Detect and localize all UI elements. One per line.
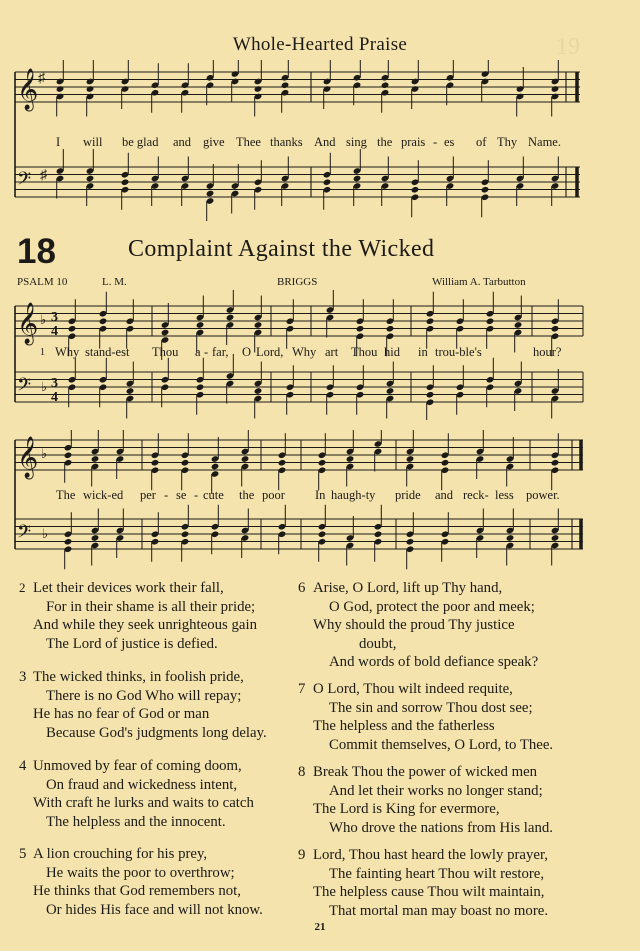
svg-text:♯: ♯ [40,168,47,183]
notehead [406,455,415,463]
svg-text:𝄞: 𝄞 [17,69,39,110]
lyric-word: the [377,135,393,149]
notehead [91,455,100,463]
notehead [206,190,215,198]
verse-line: He waits the poor to overthrow; [46,864,235,881]
notehead [86,85,95,93]
verse-line: The helpless and the innocent. [46,813,226,830]
notehead [353,175,362,183]
svg-text:♭: ♭ [41,379,48,394]
verse-line: O Lord, Thou wilt indeed requite, [313,681,513,697]
verse-number: 2 [19,580,26,595]
tune-name: BRIGGS [277,276,318,288]
verse-number: 9 [298,847,306,863]
verse-line: For in their shame is all their pride; [46,598,256,615]
verse-line: A lion crouching for his prey, [33,846,208,862]
svg-text:𝄢: 𝄢 [17,522,32,547]
lyric-word: es [444,135,455,149]
svg-text:♯: ♯ [38,71,45,86]
verse-line: Commit themselves, O Lord, to Thee. [329,736,554,753]
lyric-word: se [176,488,187,502]
notehead [346,455,355,463]
lyric-word: sing [346,135,367,149]
lyric-word: hid [384,345,400,359]
notehead [254,387,263,395]
lyric-word: trou-ble's [435,345,482,359]
notehead [323,178,332,186]
verse-number: 5 [19,846,27,862]
lyric-word: power. [526,488,560,502]
notehead [356,325,365,333]
lyric-word: give [203,135,225,149]
top-hymn-title: Whole-Hearted Praise [232,34,408,55]
verse-line: He thinks that God remembers not, [33,883,241,900]
lyric-word: - [164,488,169,502]
svg-text:𝄞: 𝄞 [17,303,39,344]
lyric-word: Thee [236,135,261,149]
lyric-word: I [56,135,61,149]
lyric-word: of [476,135,487,149]
notehead [381,81,390,89]
verse-line: That mortal man may boast no more. [329,902,549,919]
notehead [441,459,450,467]
lyric-word: O [242,345,252,359]
verse-line: Because God's judgments long delay. [46,724,267,741]
verse-line: Lord, Thou hast heard the lowly prayer, [313,847,548,863]
notehead [241,455,250,463]
notehead [121,178,130,186]
notehead [506,534,515,542]
notehead [211,463,220,471]
notehead [551,85,560,93]
verse-number: 6 [298,580,306,596]
verse-line: doubt, [359,635,397,652]
verse-number: 3 [19,669,27,685]
lyric-word: Lord, [256,345,284,359]
verse-3 [19,668,309,742]
svg-text:4: 4 [51,390,58,405]
verse-number: 4 [19,758,27,774]
svg-text:♭: ♭ [40,312,47,327]
verse-line: The helpless cause Thou wilt maintain, [313,884,545,901]
verse-line: Break Thou the power of wicked men [313,764,538,780]
verse-line: The wicked thinks, in foolish pride, [33,669,244,685]
lyric-word: wick-ed [83,488,124,502]
lyric-word: - [204,345,209,359]
notehead [514,321,523,329]
svg-text:♭: ♭ [41,446,48,461]
notehead [56,85,65,93]
notehead [226,314,235,322]
verse-8 [298,763,598,837]
hymn-number: 18 [17,232,56,271]
notehead [318,530,327,538]
notehead [151,459,160,467]
lyric-word: reck- [463,488,489,502]
notehead [551,534,560,542]
lyric-word: prais [401,135,426,149]
notehead [551,325,560,333]
notehead [426,391,435,399]
verse-line: Or hides His face and will not know. [46,901,263,918]
notehead [68,325,77,333]
lyric-word: poor [262,488,285,502]
verse-line: Unmoved by fear of coming doom, [33,758,242,774]
verse-6 [298,579,598,672]
notehead [411,186,420,194]
verse-line: O God, protect the poor and meek; [329,598,535,615]
lyric-word: - [194,488,199,502]
notehead [181,459,190,467]
lyric-word: 1 [40,347,45,358]
notehead [486,317,495,325]
lyric-word: - [433,135,438,149]
notehead [91,534,100,542]
verse-line: Let their devices work their fall, [33,580,224,596]
svg-text:𝄢: 𝄢 [17,375,32,400]
lyric-word: will [83,135,103,149]
lyric-word: pride [395,488,421,502]
verse-line: The helpless and the fatherless [313,718,495,735]
bleed-through-number: 19 [556,34,580,60]
verse-line: The fainting heart Thou wilt restore, [329,865,545,882]
lyric-word: Why [292,345,317,359]
lyric-word: cute [203,488,224,502]
lyric-word: and [173,135,192,149]
verse-line: Who drove the nations from His land. [329,819,553,836]
lyric-word: hour? [533,345,562,359]
notehead [181,530,190,538]
psalm-reference: PSALM 10 [17,276,68,288]
hymn-title: Complaint Against the Wicked [128,236,435,262]
lyric-word: thanks [270,135,303,149]
lyric-word: and [435,488,454,502]
svg-text:𝄞: 𝄞 [17,437,39,478]
verse-line: The sin and sorrow Thou dost see; [329,699,533,716]
verse-line: And let their works no longer stand; [329,782,543,799]
lyric-word: be glad [122,135,159,149]
lyric-word: And [314,135,336,149]
lyric-word: haugh-ty [331,488,376,502]
lyric-word: far, [212,345,229,359]
lyric-word: Thou [152,345,179,359]
notehead [406,538,415,546]
notehead [426,317,435,325]
notehead [196,321,205,329]
verse-line: And words of bold defiance speak? [329,654,539,671]
notehead [254,321,263,329]
notehead [254,85,263,93]
lyric-word: less [495,488,514,502]
composer: William A. Tarbutton [432,276,526,288]
meter: L. M. [102,276,127,288]
svg-text:𝄢: 𝄢 [17,169,32,194]
notehead [318,459,327,467]
notehead [481,186,490,194]
notehead [386,325,395,333]
lyric-word: Why [55,345,80,359]
notehead [64,451,73,459]
verse-line: The Lord is King for evermore, [313,801,500,818]
lyric-word: art [325,345,339,359]
verse-number: 8 [298,764,306,780]
lyric-word: Thou [351,345,378,359]
svg-text:♭: ♭ [42,526,49,541]
verse-line: There is no God Who will repay; [46,687,242,704]
lyric-word: the [239,488,255,502]
page-number: 21 [314,921,326,933]
lyric-word: a [195,345,201,359]
lyric-word: The [56,488,76,502]
lyric-word: per [140,488,156,502]
verse-line: With craft he lurks and waits to catch [33,795,254,812]
verse-line: On fraud and wickedness intent, [46,776,238,793]
verse-line: Arise, O Lord, lift up Thy hand, [313,580,503,596]
svg-text:3: 3 [51,376,58,391]
verse-number: 7 [298,681,306,697]
lyric-word: in [418,345,428,359]
lyric-word: Thy [497,135,518,149]
notehead [278,459,287,467]
verse-2 [19,579,309,653]
notehead [374,530,383,538]
verse-line: He has no fear of God or man [33,706,210,723]
notehead [64,538,73,546]
notehead [281,81,290,89]
notehead [386,387,395,395]
verse-5 [19,845,309,919]
svg-text:3: 3 [51,310,58,325]
notehead [196,383,205,391]
verse-line: The Lord of justice is defied. [46,635,218,652]
verse-9 [298,846,598,920]
verse-7 [298,680,598,754]
lyric-word: Name. [528,135,561,149]
notehead [86,175,95,183]
notehead [99,317,108,325]
notehead [126,387,135,395]
notehead [161,329,170,337]
lyric-word: In [315,488,326,502]
svg-text:4: 4 [51,324,58,339]
verse-4 [19,757,309,831]
verse-line: And while they seek unrighteous gain [33,617,257,634]
notehead [551,459,560,467]
verse-line: Why should the proud Thy justice [313,617,515,634]
lyric-word: stand-est [85,345,130,359]
